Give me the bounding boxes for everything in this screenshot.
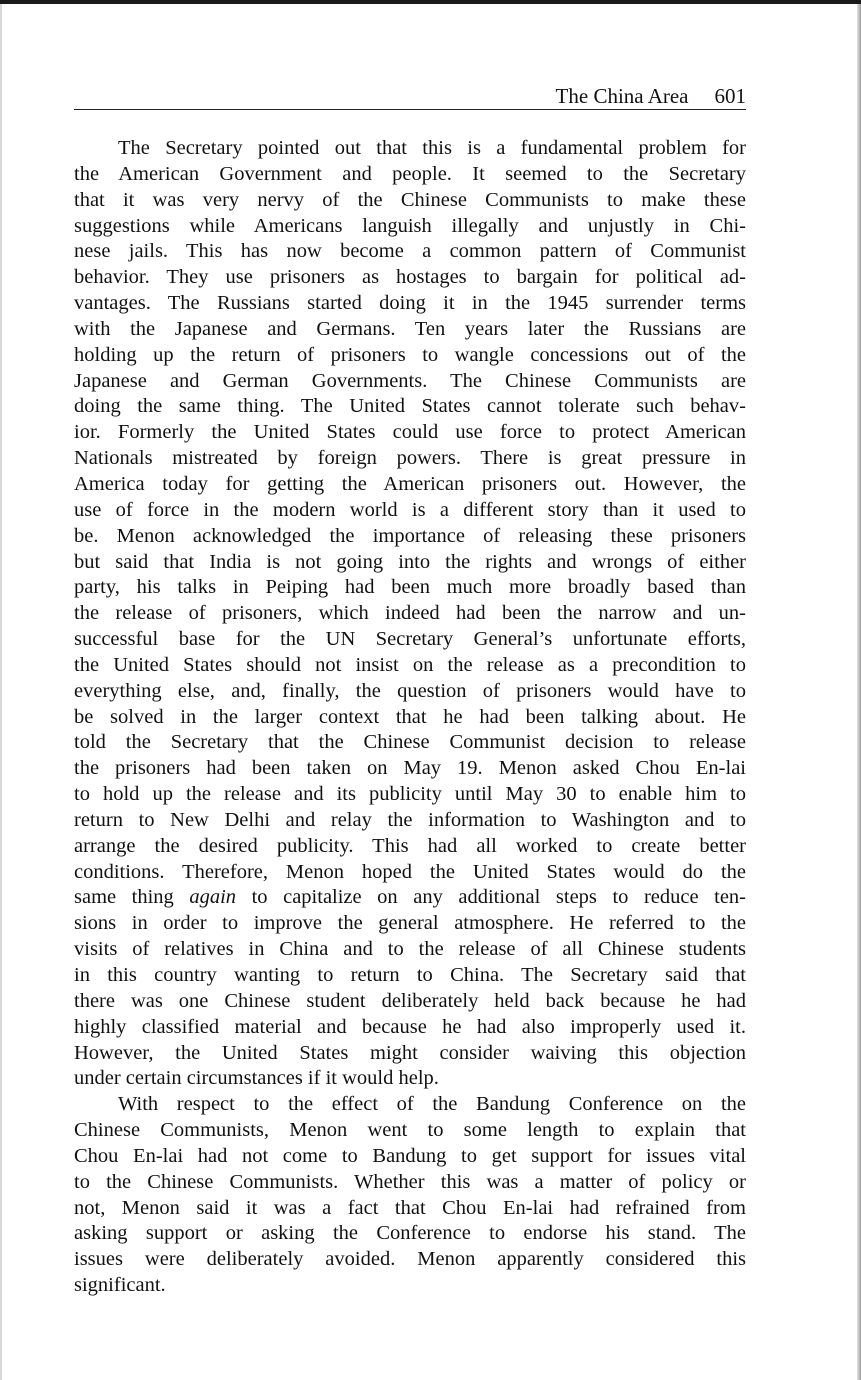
paragraph: [74, 136, 746, 1092]
text-line: suggestions while Americans languish illegally and unjustly in Chi-: [74, 214, 746, 237]
body-text: [74, 136, 746, 1299]
text-line: to the Chinese Communists. Whether this was a matter of policy or: [74, 1170, 746, 1193]
text-segment: same thing: [74, 886, 190, 909]
text-line: Chinese Communists, Menon went to some length to explain that: [74, 1119, 746, 1142]
text-line: in this country wanting to return to China. The Secretary said that: [74, 964, 746, 986]
text-segment: to capitalize on any additional steps to reduce ten-: [236, 886, 746, 909]
running-head-title: The China Area: [555, 84, 689, 108]
text-line: everything else, and, finally, the question of prisoners would have to: [74, 679, 746, 702]
text-line: highly classified material and because he had also improperly used it.: [74, 1015, 746, 1038]
text-line: However, the United States might consider waiving this objection: [74, 1041, 746, 1064]
text-line: sions in order to improve the general atmosphere. He referred to the: [74, 912, 746, 935]
text-line: [74, 885, 746, 911]
scan-right-edge: [857, 4, 861, 1380]
text-line: be solved in the larger context that he had been talking about. He: [74, 705, 746, 728]
text-line: Nationals mistreated by foreign powers. There is great pressure in: [74, 447, 746, 470]
text-line: under certain circumstances if it would help.: [74, 1067, 439, 1090]
text-line: successful base for the UN Secretary General’s unfortunate efforts,: [74, 628, 746, 651]
text-line: significant.: [74, 1274, 166, 1297]
text-line: there was one Chinese student deliberately held back because he had: [74, 989, 746, 1012]
text-line: with the Japanese and Germans. Ten years later the Russians are: [74, 317, 746, 340]
paragraph: [74, 1092, 746, 1299]
text-line: that it was very nervy of the Chinese Communists to make these: [74, 188, 746, 211]
scan-top-border: [0, 0, 861, 4]
text-line: use of force in the modern world is a different story than it used to: [74, 498, 746, 521]
page-number: 601: [714, 84, 746, 108]
running-head: [74, 81, 746, 111]
text-line: vantages. The Russians started doing it in the 1945 surrender terms: [74, 292, 746, 315]
text-line: asking support or asking the Conference to endorse his stand. The: [74, 1222, 746, 1245]
text-line: visits of relatives in China and to the release of all Chinese students: [74, 938, 746, 961]
text-line: ior. Formerly the United States could use force to protect American: [74, 421, 746, 444]
text-line: arrange the desired publicity. This had all worked to create better: [74, 834, 746, 857]
text-line: to hold up the release and its publicity until May 30 to enable him to: [74, 783, 746, 806]
text-line: behavior. They use prisoners as hostages to bargain for political ad-: [74, 266, 746, 289]
text-line: Chou En-lai had not come to Bandung to get support for issues vital: [74, 1144, 746, 1167]
text-line: nese jails. This has now become a common pattern of Communist: [74, 240, 746, 263]
text-line: the United States should not insist on the release as a precondition to: [74, 653, 746, 676]
text-line: conditions. Therefore, Menon hoped the United States would do the: [74, 860, 746, 883]
text-line: doing the same thing. The United States cannot tolerate such behav-: [74, 395, 746, 418]
text-line: issues were deliberately avoided. Menon apparently considered this: [74, 1248, 746, 1271]
text-line: The Secretary pointed out that this is a fundamental problem for: [118, 137, 746, 159]
text-line: told the Secretary that the Chinese Communist decision to release: [74, 731, 746, 754]
text-line: but said that India is not going into the rights and wrongs of either: [74, 550, 746, 573]
scan-left-edge: [0, 4, 2, 1380]
header-rule: [74, 109, 746, 110]
text-line: not, Menon said it was a fact that Chou En-lai had refrained from: [74, 1196, 746, 1219]
text-line: the prisoners had been taken on May 19. Menon asked Chou En-lai: [74, 757, 746, 780]
text-line: be. Menon acknowledged the importance of releasing these prisoners: [74, 524, 746, 547]
text-line: party, his talks in Peiping had been much more broadly based than: [74, 576, 746, 599]
text-line: the American Government and people. It seemed to the Secretary: [74, 162, 746, 185]
emphasized-word: again: [189, 886, 237, 909]
text-line: return to New Delhi and relay the information to Washington and to: [74, 808, 746, 831]
text-line: With respect to the effect of the Bandung Conference on the: [118, 1093, 746, 1116]
text-line: America today for getting the American prisoners out. However, the: [74, 472, 746, 495]
text-line: holding up the return of prisoners to wangle concessions out of the: [74, 343, 746, 366]
text-line: Japanese and German Governments. The Chinese Communists are: [74, 369, 746, 392]
text-line: the release of prisoners, which indeed had been the narrow and un-: [74, 602, 746, 625]
